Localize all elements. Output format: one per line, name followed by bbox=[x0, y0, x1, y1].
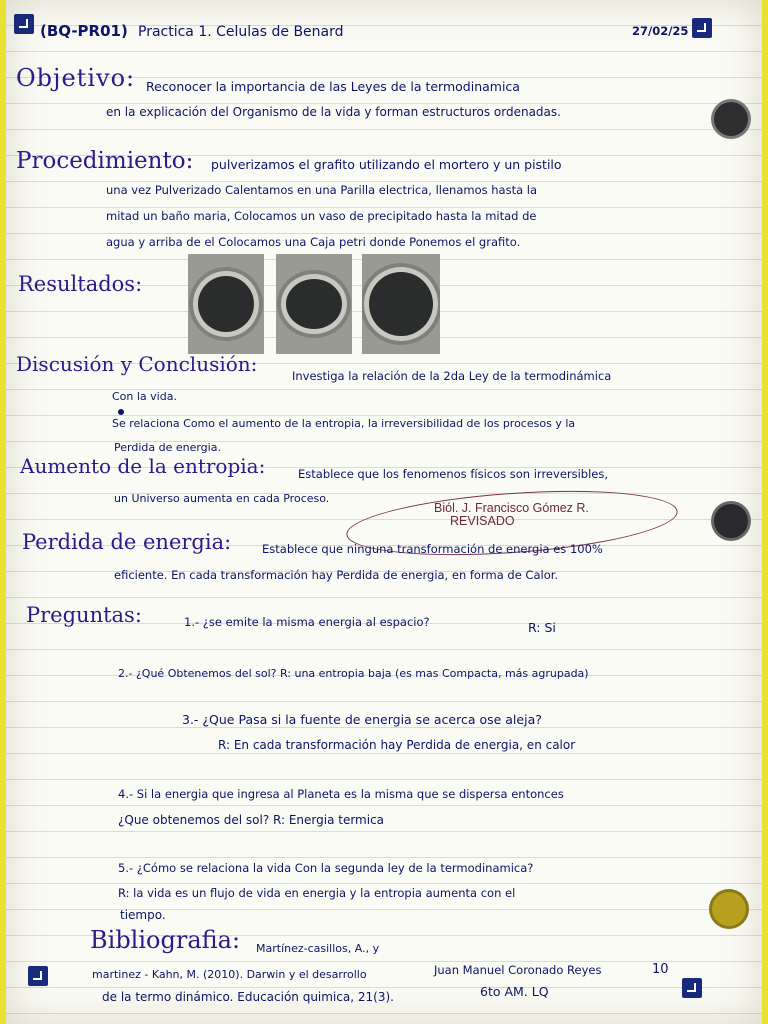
binder-hole bbox=[712, 892, 746, 926]
resultados-heading: Resultados: bbox=[18, 272, 143, 296]
result-photo bbox=[362, 254, 440, 354]
result-photo bbox=[188, 254, 264, 354]
answer-line: R: Si bbox=[528, 620, 556, 635]
question-line: 2.- ¿Qué Obtenemos del sol? R: una entropia baja (es mas Compacta, más agrupada) bbox=[118, 667, 589, 680]
notebook-corner-icon bbox=[692, 18, 712, 38]
aumento-line: Establece que los fenomenos físicos son irreversibles, bbox=[298, 467, 609, 481]
question-line: ¿Que obtenemos del sol? R: Energia termica bbox=[118, 813, 385, 827]
stamp-status: REVISADO bbox=[450, 514, 515, 528]
procedimiento-line: una vez Pulverizado Calentamos en una Parilla electrica, llenamos hasta la bbox=[106, 183, 538, 197]
question-line: 3.- ¿Que Pasa si la fuente de energia se acerca ose aleja? bbox=[182, 712, 542, 727]
question-line: 1.- ¿se emite la misma energia al espacio? bbox=[184, 615, 430, 629]
objetivo-line: en la explicación del Organismo de la vida y forman estructuros ordenadas. bbox=[106, 105, 561, 119]
practice-code: (BQ-PR01) bbox=[40, 22, 128, 40]
answer-line: R: la vida es un flujo de vida en energia y la entropia aumenta con el bbox=[118, 886, 516, 900]
bibliografia-heading: Bibliografia: bbox=[90, 926, 241, 954]
discusion-line: Perdida de energia. bbox=[114, 441, 221, 454]
answer-line: tiempo. bbox=[120, 908, 166, 922]
date: 27/02/25 bbox=[632, 24, 689, 38]
bibliography-line: martinez - Kahn, M. (2010). Darwin y el desarrollo bbox=[92, 968, 367, 981]
perdida-line: Establece que ninguna transformación de energia es 100% bbox=[262, 542, 603, 556]
objetivo-heading: Objetivo: bbox=[16, 64, 136, 92]
stamp-name: Biól. J. Francisco Gómez R. bbox=[434, 501, 589, 515]
answer-line: R: En cada transformación hay Perdida de energia, en calor bbox=[218, 738, 576, 752]
aumento-heading: Aumento de la entropia: bbox=[20, 454, 266, 478]
aumento-line: un Universo aumenta en cada Proceso. bbox=[114, 492, 330, 505]
objetivo-line: Reconocer la importancia de las Leyes de la termodinamica bbox=[146, 79, 520, 94]
practice-title: Practica 1. Celulas de Benard bbox=[138, 24, 344, 40]
discusion-heading: Discusión y Conclusión: bbox=[16, 352, 258, 376]
procedimiento-line: mitad un baño maria, Colocamos un vaso de precipitado hasta la mitad de bbox=[106, 209, 537, 223]
discusion-line: Investiga la relación de la 2da Ley de la termodinámica bbox=[292, 369, 612, 383]
discusion-line: Con la vida. bbox=[112, 390, 177, 403]
author-group: 6to AM. LQ bbox=[480, 984, 549, 999]
bibliography-line: de la termo dinámico. Educación quimica, 21(3). bbox=[102, 990, 394, 1004]
perdida-line: eficiente. En cada transformación hay Perdida de energia, en forma de Calor. bbox=[114, 568, 559, 582]
bullet-icon bbox=[118, 409, 124, 415]
question-line: 5.- ¿Cómo se relaciona la vida Con la segunda ley de la termodinamica? bbox=[118, 861, 534, 875]
notebook-corner-icon bbox=[28, 966, 48, 986]
discusion-line: Se relaciona Como el aumento de la entropia, la irreversibilidad de los procesos y la bbox=[112, 417, 576, 430]
notebook-corner-icon bbox=[682, 978, 702, 998]
grade: 10 bbox=[652, 962, 669, 977]
result-photo bbox=[276, 254, 352, 354]
revision-stamp bbox=[434, 502, 589, 528]
binder-hole bbox=[714, 504, 748, 538]
notebook-page bbox=[6, 0, 762, 1024]
author-name: Juan Manuel Coronado Reyes bbox=[434, 963, 602, 977]
binder-hole bbox=[714, 102, 748, 136]
procedimiento-heading: Procedimiento: bbox=[16, 148, 194, 174]
notebook-corner-icon bbox=[14, 14, 34, 34]
question-line: 4.- Si la energia que ingresa al Planeta es la misma que se dispersa entonces bbox=[118, 787, 564, 801]
perdida-heading: Perdida de energia: bbox=[22, 530, 232, 554]
bibliography-line: Martínez-casillos, A., y bbox=[256, 942, 380, 955]
procedimiento-line: pulverizamos el grafito utilizando el mortero y un pistilo bbox=[211, 157, 562, 172]
preguntas-heading: Preguntas: bbox=[26, 603, 142, 627]
procedimiento-line: agua y arriba de el Colocamos una Caja petri donde Ponemos el grafito. bbox=[106, 235, 521, 249]
